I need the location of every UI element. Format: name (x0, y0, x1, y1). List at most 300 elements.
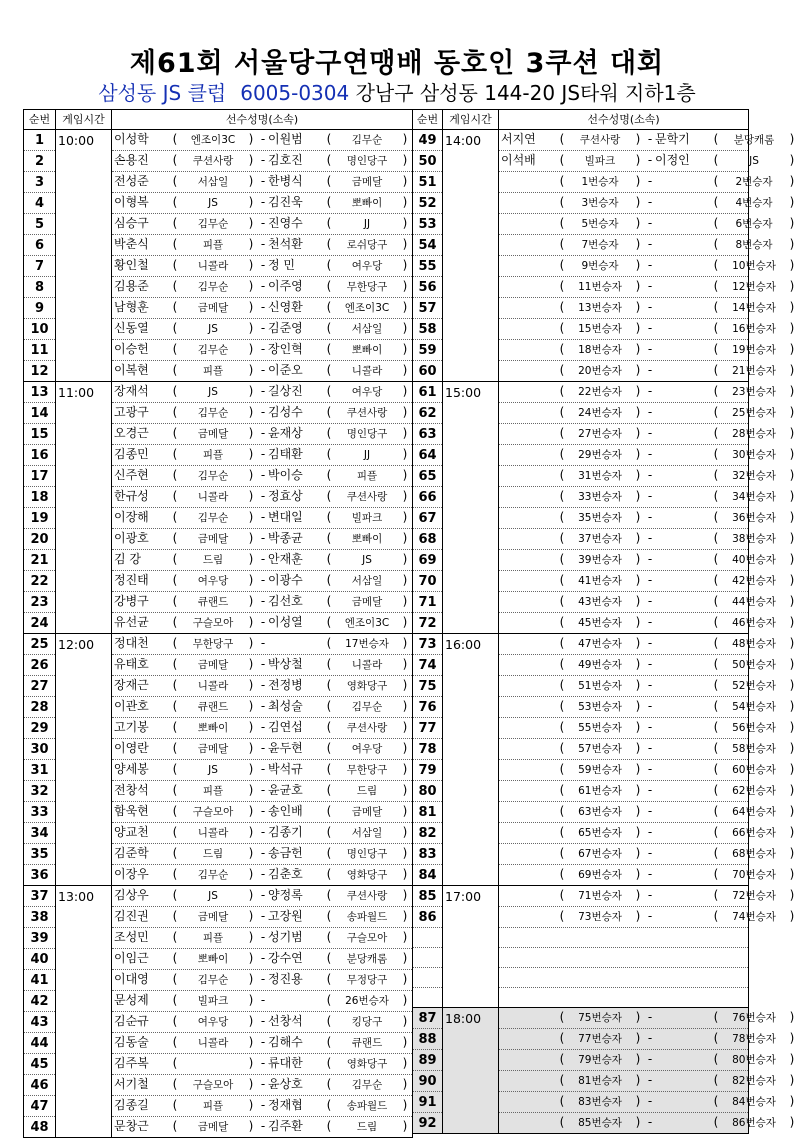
match-number (413, 988, 443, 1008)
versus-dash: - (647, 174, 653, 188)
paren: ) (789, 258, 795, 272)
paren: ) (635, 510, 641, 524)
paren: ( (559, 636, 565, 650)
player1-name: 한규성 (114, 489, 149, 503)
match-number: 90 (413, 1071, 443, 1092)
paren: ( (172, 1056, 178, 1070)
paren: ( (326, 867, 332, 881)
table-row (413, 760, 749, 781)
paren: ( (326, 195, 332, 209)
paren: ( (559, 741, 565, 755)
player1-club: 김무순 (197, 218, 229, 230)
player1-name: 김순규 (114, 1014, 149, 1028)
versus-dash: - (647, 846, 653, 860)
paren: ) (635, 1073, 641, 1087)
game-time: 18:00 (443, 1008, 499, 1029)
paren: ) (248, 237, 254, 251)
player2-club: 피플 (356, 470, 378, 482)
table-row (413, 529, 749, 550)
player2-name: 이성열 (268, 615, 303, 629)
player1-club: 김무순 (197, 281, 229, 293)
player1-club: 피플 (202, 1100, 224, 1112)
match-number: 83 (413, 844, 443, 865)
paren: ( (713, 552, 719, 566)
match-number: 45 (24, 1054, 56, 1075)
paren: ) (635, 468, 641, 482)
match-players (499, 1008, 795, 1029)
versus-dash: - (260, 615, 266, 629)
paren: ( (172, 237, 178, 251)
player1-club: 금메달 (197, 302, 229, 314)
versus-dash: - (647, 783, 653, 797)
player2-club: 엔조이3C (344, 302, 390, 314)
versus-dash: - (647, 825, 653, 839)
paren: ) (635, 573, 641, 587)
paren: ( (713, 237, 719, 251)
paren: ( (713, 1094, 719, 1108)
table-row (413, 655, 749, 676)
paren: ) (402, 468, 408, 482)
player1-club: 니콜라 (197, 680, 229, 692)
match-number: 73 (413, 634, 443, 655)
table-row (24, 361, 413, 382)
player1-name: 장재근 (114, 678, 149, 692)
paren: ( (713, 888, 719, 902)
player2-name: 변대일 (268, 510, 303, 524)
player2-club: 62번승자 (732, 785, 776, 797)
paren: ) (635, 804, 641, 818)
player2-club: 30번승자 (732, 449, 776, 461)
paren: ( (326, 1077, 332, 1091)
match-players (112, 844, 413, 865)
match-players (499, 445, 795, 466)
game-time (443, 1029, 499, 1050)
game-time (443, 235, 499, 256)
versus-dash: - (260, 783, 266, 797)
match-number: 15 (24, 424, 56, 445)
match-number: 48 (24, 1117, 56, 1138)
player2-name: 이정인 (655, 153, 690, 167)
player1-club: 니콜라 (197, 491, 229, 503)
match-players (499, 277, 795, 298)
game-time (56, 928, 112, 949)
player1-name: 김 강 (114, 552, 141, 566)
player1-name: 김주복 (114, 1056, 149, 1070)
game-time (443, 865, 499, 886)
player1-club: 5번승자 (581, 218, 619, 230)
game-time (56, 1012, 112, 1033)
paren: ( (172, 1035, 178, 1049)
match-players (112, 571, 413, 592)
paren: ) (402, 846, 408, 860)
versus-dash: - (647, 237, 653, 251)
paren: ) (248, 1014, 254, 1028)
versus-dash: - (260, 405, 266, 419)
paren: ) (248, 1098, 254, 1112)
player2-club: 26번승자 (345, 995, 389, 1007)
match-players (499, 823, 795, 844)
player1-club: 45번승자 (578, 617, 622, 629)
player2-name: 김춘호 (268, 867, 303, 881)
player1-club: 35번승자 (578, 512, 622, 524)
versus-dash: - (647, 216, 653, 230)
paren: ( (713, 615, 719, 629)
paren: ) (402, 321, 408, 335)
match-number: 1 (24, 130, 56, 151)
paren: ( (559, 552, 565, 566)
table-row (413, 823, 749, 844)
match-players (112, 193, 413, 214)
match-number: 62 (413, 403, 443, 424)
player1-name: 전성준 (114, 174, 149, 188)
paren: ( (172, 363, 178, 377)
paren: ) (635, 1094, 641, 1108)
match-number: 12 (24, 361, 56, 382)
game-time: 11:00 (56, 382, 112, 403)
player2-name: 김종기 (268, 825, 303, 839)
paren: ) (402, 237, 408, 251)
player1-club: 피플 (202, 785, 224, 797)
paren: ( (172, 405, 178, 419)
versus-dash: - (260, 1098, 266, 1112)
paren: ( (172, 1119, 178, 1133)
paren: ) (402, 489, 408, 503)
match-players (112, 718, 413, 739)
versus-dash: - (647, 426, 653, 440)
paren: ) (789, 489, 795, 503)
paren: ) (789, 573, 795, 587)
table-row (24, 634, 413, 655)
versus-dash: - (260, 909, 266, 923)
paren: ) (248, 447, 254, 461)
game-time (56, 844, 112, 865)
versus-dash: - (647, 636, 653, 650)
player1-name: 함욱현 (114, 804, 149, 818)
match-number: 67 (413, 508, 443, 529)
player2-name: 문학기 (655, 132, 690, 146)
match-players (112, 613, 413, 634)
match-number: 66 (413, 487, 443, 508)
table-row (24, 403, 413, 424)
player1-name: 김준학 (114, 846, 149, 860)
match-number: 18 (24, 487, 56, 508)
paren: ( (559, 909, 565, 923)
paren: ( (559, 573, 565, 587)
match-number: 34 (24, 823, 56, 844)
paren: ( (713, 678, 719, 692)
match-players (112, 697, 413, 718)
paren: ) (789, 174, 795, 188)
table-row (24, 424, 413, 445)
match-players (112, 634, 413, 655)
table-row (413, 1029, 749, 1050)
table-row (24, 571, 413, 592)
paren: ) (789, 1052, 795, 1066)
versus-dash: - (260, 657, 266, 671)
table-row (24, 319, 413, 340)
game-time (56, 1096, 112, 1117)
player2-name: 김태환 (268, 447, 303, 461)
player2-club: 44번승자 (732, 596, 776, 608)
player1-club: 서삼일 (197, 176, 229, 188)
paren: ) (402, 993, 408, 1007)
paren: ) (402, 825, 408, 839)
table-row (24, 130, 413, 151)
paren: ) (789, 342, 795, 356)
player1-name: 이장우 (114, 867, 149, 881)
player1-club: 3번승자 (581, 197, 619, 209)
match-number: 14 (24, 403, 56, 424)
game-time (443, 802, 499, 823)
match-players (499, 508, 795, 529)
versus-dash: - (260, 216, 266, 230)
game-time (56, 214, 112, 235)
player2-club: 23번승자 (732, 386, 776, 398)
player1-name: 신동열 (114, 321, 149, 335)
game-time (56, 823, 112, 844)
match-number: 39 (24, 928, 56, 949)
paren: ) (402, 657, 408, 671)
player2-club: 66번승자 (732, 827, 776, 839)
match-players (499, 130, 795, 151)
match-players (499, 948, 749, 968)
match-number: 57 (413, 298, 443, 319)
paren: ( (713, 363, 719, 377)
player1-name: 서기철 (114, 1077, 149, 1091)
paren: ) (635, 657, 641, 671)
versus-dash: - (260, 447, 266, 461)
player2-club: 쿠션사랑 (346, 722, 388, 734)
paren: ( (559, 594, 565, 608)
paren: ( (559, 615, 565, 629)
match-players (112, 256, 413, 277)
paren: ( (326, 321, 332, 335)
paren: ( (713, 279, 719, 293)
game-time (56, 592, 112, 613)
venue-name: 삼성동 JS 클럽 (98, 81, 227, 105)
match-number: 69 (413, 550, 443, 571)
paren: ) (248, 1056, 254, 1070)
player1-club: 71번승자 (578, 890, 622, 902)
paren: ) (635, 195, 641, 209)
player2-name: 이원범 (268, 132, 303, 146)
match-players (112, 340, 413, 361)
game-time (443, 823, 499, 844)
match-players (499, 592, 795, 613)
paren: ) (402, 636, 408, 650)
match-players (112, 886, 413, 907)
player1-club: 드림 (202, 554, 224, 566)
paren: ) (789, 132, 795, 146)
match-players (112, 1117, 413, 1138)
paren: ( (172, 846, 178, 860)
paren: ( (172, 657, 178, 671)
versus-dash: - (260, 321, 266, 335)
table-row (24, 739, 413, 760)
versus-dash: - (647, 1073, 653, 1087)
col-header-time: 게임시간 (56, 110, 112, 130)
page-title: 제61회 서울당구연맹배 동호인 3쿠션 대회 (129, 48, 665, 79)
player1-club: 빌파크 (197, 995, 229, 1007)
player2-club: 쿠션사랑 (346, 491, 388, 503)
paren: ( (713, 132, 719, 146)
table-row (413, 1113, 749, 1134)
game-time (56, 298, 112, 319)
match-players (499, 760, 795, 781)
table-row (24, 823, 413, 844)
player1-name: 이형복 (114, 195, 149, 209)
paren: ( (172, 720, 178, 734)
paren: ( (559, 888, 565, 902)
paren: ( (559, 804, 565, 818)
paren: ( (326, 1014, 332, 1028)
player2-club: 서삼일 (351, 575, 383, 587)
player2-club: 무한당구 (346, 764, 388, 776)
paren: ) (635, 1052, 641, 1066)
player1-club: 피플 (202, 449, 224, 461)
paren: ( (559, 1094, 565, 1108)
player1-name: 유태호 (114, 657, 149, 671)
table-row (24, 1033, 413, 1054)
versus-dash: - (260, 426, 266, 440)
paren: ) (402, 741, 408, 755)
player1-club: 금메달 (197, 743, 229, 755)
game-time (56, 1033, 112, 1054)
table-row (24, 445, 413, 466)
table-row (413, 697, 749, 718)
paren: ) (402, 258, 408, 272)
col-header-players: 선수성명(소속) (499, 110, 749, 130)
game-time (56, 949, 112, 970)
match-players (112, 781, 413, 802)
versus-dash: - (647, 1115, 653, 1129)
col-header-no: 순번 (413, 110, 443, 130)
versus-dash: - (260, 552, 266, 566)
paren: ( (326, 699, 332, 713)
match-number: 43 (24, 1012, 56, 1033)
match-number: 79 (413, 760, 443, 781)
table-row (24, 592, 413, 613)
match-players (499, 319, 795, 340)
player1-name: 서지연 (501, 132, 536, 146)
paren: ( (172, 531, 178, 545)
game-time (443, 193, 499, 214)
paren: ( (326, 678, 332, 692)
player2-club: 뽀빠이 (351, 344, 383, 356)
match-number: 60 (413, 361, 443, 382)
paren: ) (635, 342, 641, 356)
paren: ) (789, 762, 795, 776)
paren: ( (326, 909, 332, 923)
table-row (24, 886, 413, 907)
paren: ) (635, 363, 641, 377)
player1-name: 이장해 (114, 510, 149, 524)
versus-dash: - (647, 552, 653, 566)
game-time (443, 319, 499, 340)
versus-dash: - (260, 237, 266, 251)
paren: ( (559, 300, 565, 314)
paren: ) (402, 195, 408, 209)
match-players (499, 676, 795, 697)
table-row (413, 298, 749, 319)
paren: ( (326, 153, 332, 167)
game-time (443, 487, 499, 508)
match-players (112, 550, 413, 571)
player2-club: 영화당구 (346, 680, 388, 692)
match-players (112, 592, 413, 613)
game-time (56, 1075, 112, 1096)
game-time (443, 445, 499, 466)
match-number: 27 (24, 676, 56, 697)
player2-name: 박이승 (268, 468, 303, 482)
paren: ) (248, 426, 254, 440)
table-row (24, 781, 413, 802)
player1-name: 양세봉 (114, 762, 149, 776)
versus-dash: - (647, 384, 653, 398)
table-row (24, 1075, 413, 1096)
paren: ) (402, 930, 408, 944)
match-number: 52 (413, 193, 443, 214)
header-row (413, 110, 749, 130)
paren: ) (248, 699, 254, 713)
match-players (112, 529, 413, 550)
player1-name: 김상우 (114, 888, 149, 902)
paren: ) (402, 720, 408, 734)
paren: ( (326, 342, 332, 356)
paren: ) (635, 153, 641, 167)
player1-club: 구슬모아 (192, 617, 234, 629)
paren: ) (402, 783, 408, 797)
player1-name: 이석배 (501, 153, 536, 167)
player2-club: 12번승자 (732, 281, 776, 293)
table-row (24, 214, 413, 235)
paren: ) (789, 510, 795, 524)
versus-dash: - (260, 384, 266, 398)
table-row (413, 988, 749, 1008)
table-row (24, 613, 413, 634)
player2-club: 10번승자 (732, 260, 776, 272)
game-time (56, 319, 112, 340)
paren: ) (402, 867, 408, 881)
paren: ( (559, 153, 565, 167)
match-number: 86 (413, 907, 443, 928)
paren: ( (559, 216, 565, 230)
game-time (443, 1113, 499, 1134)
player1-club: 구슬모아 (192, 806, 234, 818)
game-time (443, 277, 499, 298)
match-number: 29 (24, 718, 56, 739)
player2-club: 명인당구 (346, 428, 388, 440)
paren: ) (789, 195, 795, 209)
match-number: 3 (24, 172, 56, 193)
match-players (499, 172, 795, 193)
paren: ) (248, 216, 254, 230)
game-time (443, 760, 499, 781)
paren: ( (326, 762, 332, 776)
player1-club: 67번승자 (578, 848, 622, 860)
player2-club: 64번승자 (732, 806, 776, 818)
match-number: 49 (413, 130, 443, 151)
paren: ( (559, 405, 565, 419)
paren: ) (248, 342, 254, 356)
match-players (499, 928, 749, 948)
player1-club: 79번승자 (578, 1054, 622, 1066)
paren: ( (713, 258, 719, 272)
player1-club: 31번승자 (578, 470, 622, 482)
paren: ) (789, 846, 795, 860)
paren: ) (789, 321, 795, 335)
versus-dash: - (647, 1052, 653, 1066)
